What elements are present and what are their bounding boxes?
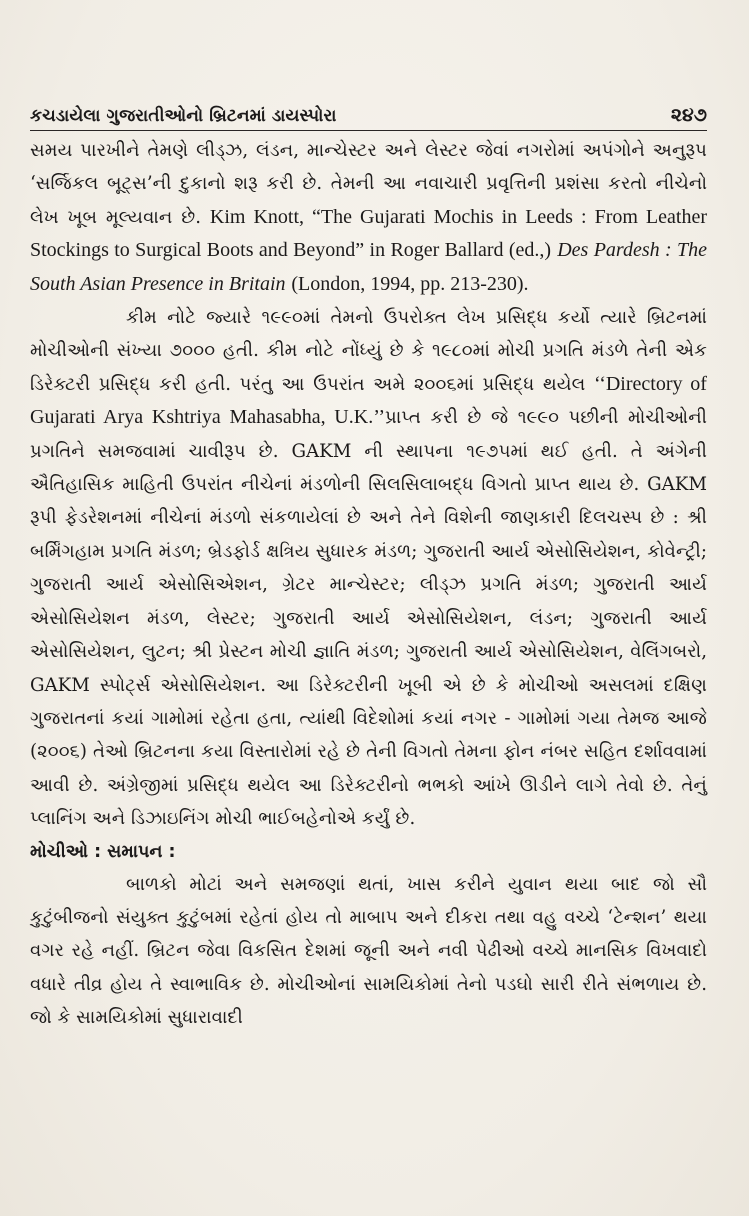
paragraph-text: સમય પારખીને તેમણે લીડ્ઝ, લંડન, માન્ચેસ્ટર અને લેસ્ટર જેવાં નગરોમાં અપંગોને અનુરૂપ ‘સર્જિકલ બૂટ્સ’ની દુકાનો શરૂ કરી છે. તેમની આ નવાચારી પ્રવૃત્તિની પ્રશંસા કરતો નીચેનો લેખ ખૂબ મૂલ્યવાન છે. — [30, 140, 707, 228]
page-header — [30, 92, 707, 131]
reference-publication: (London, 1994, pp. 213-230). — [291, 272, 529, 295]
running-head: કચડાયેલા ગુજરાતીઓનો બ્રિટનમાં ડાયસ્પોરા — [30, 106, 337, 126]
directory-title: ‘‘Directory of Gujarati Arya Kshtriya Mahasabha, U.K.’’ — [30, 372, 707, 429]
section-heading: મોચીઓ : સમાપન : — [30, 841, 176, 862]
paragraph-directory — [30, 301, 707, 836]
reference-text: Kim Knott, “The Gujarati Mochis in Leeds : From Leather Stockings to Surgical Boots and Beyond” in Roger Ballard (ed.,) — [30, 205, 707, 262]
paragraph-continued — [30, 134, 707, 301]
reference-book-title: Des Pardesh : The South Asian Presence in Britain — [30, 239, 707, 295]
paragraph-text: પ્રાપ્ત કરી છે જે ૧૯૯૦ પછીની મોચીઓની પ્રગતિને સમજવામાં ચાવીરૂપ છે. GAKM ની સ્થાપના ૧૯૭૫માં થઈ હતી. તે અંગેની ઐતિહાસિક માહિતી ઉપરાંત નીચેનાં મંડળોની સિલસિલાબદ્ધ વિગતો પ્રાપ્ત થાય છે. GAKM રૂપી ફેડરેશનમાં નીચેનાં મંડળો સંકળાયેલાં છે અને તેને વિશેની જાણકારી દિલચસ્પ છે : શ્રી બર્મિંગહામ પ્રગતિ મંડળ; બ્રેડફોર્ડ ક્ષત્રિય સુધારક મંડળ; ગુજરાતી આર્ય એસોસિયેશન, કોવેન્ટ્રી; ગુજરાતી આર્ય એસોસિએશન, ગ્રેટર માન્ચેસ્ટર; લીડ્ઝ પ્રગતિ મંડળ; ગુજરાતી આર્ય એસોસિયેશન મંડળ, લેસ્ટર; ગુજરાતી આર્ય એસોસિયેશન, લંડન; ગુજરાતી આર્ય એસોસિયેશન, લુટન; શ્રી પ્રેસ્ટન મોચી જ્ઞાતિ મંડળ; ગુજરાતી આર્ય એસોસિયેશન, વેલિંગબરો, GAKM સ્પોર્ટ્સ એસોસિયેશન. આ ડિરેક્ટરીની ખૂબી એ છે કે મોચીઓ અસલમાં દક્ષિણ ગુજરાતનાં કયાં ગામોમાં રહેતા હતા, ત્યાંથી વિદેશોમાં કયાં નગર - ગામોમાં ગયા તેમજ આજે (૨૦૦૬) તેઓ બ્રિટનના કયા વિસ્તારોમાં રહે છે તેની વિગતો તેમના ફોન નંબર સહિત દર્શાવવામાં આવી છે. અંગ્રેજીમાં પ્રસિદ્ધ થયેલ આ ડિરેક્ટરીનો ભભકો આંખે ઊડીને લાગે તેવો છે. તેનું પ્લાનિંગ અને ડિઝાઇનિંગ મોચી ભાઈબહેનોએ કર્યું છે. — [30, 407, 707, 830]
page-number: ૨૪૭ — [670, 104, 707, 126]
page-body — [30, 134, 707, 1035]
paragraph-text: બાળકો મોટાં અને સમજણાં થતાં, ખાસ કરીને યુવાન થયા બાદ જો સૌ કુટુંબીજનો સંયુક્ત કુટુંબમાં રહેતાં હોય તો માબાપ અને દીકરા તથા વહુ વચ્ચે ‘ટેન્શન’ થયા વગર રહે નહીં. બ્રિટન જેવા વિકસિત દેશમાં જૂની અને નવી પેઢીઓ વચ્ચે માનસિક વિખવાદો વધારે તીવ્ર હોય તે સ્વાભાવિક છે. મોચીઓનાં સામયિકોમાં તેનો પડઘો સારી રીતે સંભળાય છે. જો કે સામયિકોમાં સુધારાવાદી — [30, 873, 707, 1029]
paragraph-conclusion — [30, 868, 707, 1035]
paragraph-text: કીમ નોટે જ્યારે ૧૯૯૦માં તેમનો ઉપરોક્ત લેખ પ્રસિદ્ધ કર્યો ત્યારે બ્રિટનમાં મોચીઓની સંખ્યા ૭૦૦૦ હતી. કીમ નોટે નોંધ્યું છે કે ૧૯૮૦માં મોચી પ્રગતિ મંડળે તેની એક ડિરેક્ટરી પ્રસિદ્ધ કરી હતી. પરંતુ આ ઉપરાંત અમે ૨૦૦૬માં પ્રસિદ્ધ થયેલ — [30, 307, 707, 395]
